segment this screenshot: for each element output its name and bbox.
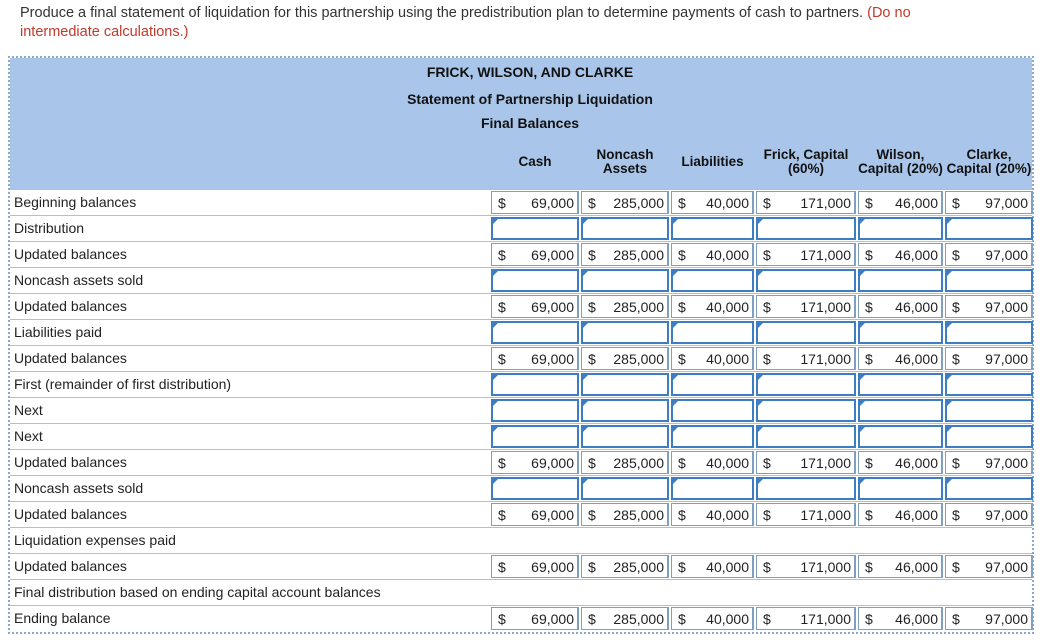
balance-value: 97,000 — [985, 247, 1028, 263]
row-label: Updated balances — [14, 350, 127, 366]
row-label: Liquidation expenses paid — [14, 532, 176, 548]
amount-input[interactable] — [671, 373, 754, 396]
balance-cell — [945, 607, 1033, 630]
balance-value: 171,000 — [800, 611, 851, 627]
amount-input[interactable] — [491, 477, 579, 500]
dollar-sign: $ — [865, 351, 873, 367]
balance-cell — [581, 555, 669, 578]
balance-cell — [581, 243, 669, 266]
dollar-sign: $ — [763, 455, 771, 471]
balance-cell — [858, 243, 943, 266]
dollar-sign: $ — [865, 247, 873, 263]
dollar-sign: $ — [678, 351, 686, 367]
balance-value: 97,000 — [985, 299, 1028, 315]
worksheet-row — [10, 423, 1032, 449]
balance-cell — [945, 347, 1033, 370]
balance-value: 40,000 — [706, 247, 749, 263]
row-label: Distribution — [14, 220, 85, 236]
balance-value: 171,000 — [800, 247, 851, 263]
worksheet-row — [10, 189, 1032, 215]
row-label: Updated balances — [14, 246, 127, 262]
row-label: First (remainder of first distribution) — [14, 376, 232, 392]
dollar-sign: $ — [498, 351, 506, 367]
row-label: Updated balances — [14, 506, 127, 522]
row-label: Noncash assets sold — [14, 272, 144, 288]
balance-cell — [581, 607, 669, 630]
dollar-sign: $ — [498, 455, 506, 471]
balance-cell — [858, 503, 943, 526]
amount-input[interactable] — [945, 321, 1033, 344]
row-label: Next — [14, 402, 43, 418]
balance-cell — [756, 295, 856, 318]
row-label: Noncash assets sold — [14, 480, 144, 496]
balance-cell — [671, 191, 754, 214]
dollar-sign: $ — [763, 247, 771, 263]
balance-cell — [671, 451, 754, 474]
amount-input[interactable] — [581, 399, 669, 422]
column-header-2: Liabilities — [681, 154, 744, 169]
dollar-sign: $ — [952, 299, 960, 315]
amount-input[interactable] — [671, 425, 754, 448]
dollar-sign: $ — [678, 507, 686, 523]
balance-cell — [671, 555, 754, 578]
dollar-sign: $ — [678, 299, 686, 315]
dollar-sign: $ — [952, 611, 960, 627]
balance-cell — [756, 607, 856, 630]
amount-input[interactable] — [671, 217, 754, 240]
balance-cell — [671, 243, 754, 266]
balance-value: 69,000 — [531, 455, 574, 471]
balance-value: 46,000 — [895, 195, 938, 211]
balance-cell — [491, 347, 579, 370]
balance-value: 69,000 — [531, 351, 574, 367]
balance-cell — [756, 503, 856, 526]
prompt-note-continued: intermediate calculations.) — [20, 24, 189, 40]
balance-cell — [491, 191, 579, 214]
balance-value: 69,000 — [531, 611, 574, 627]
amount-input[interactable] — [581, 373, 669, 396]
dollar-sign: $ — [498, 507, 506, 523]
amount-input[interactable] — [581, 425, 669, 448]
amount-input[interactable] — [491, 399, 579, 422]
balance-value: 40,000 — [706, 455, 749, 471]
amount-input[interactable] — [491, 269, 579, 292]
balance-value: 97,000 — [985, 195, 1028, 211]
balance-value: 46,000 — [895, 507, 938, 523]
statement-subtitle-header — [10, 112, 1032, 135]
amount-input[interactable] — [945, 373, 1033, 396]
balance-cell — [945, 451, 1033, 474]
statement-title: Statement of Partnership Liquidation — [407, 91, 653, 107]
statement-subtitle: Final Balances — [480, 115, 580, 131]
statement-title-header — [10, 87, 1032, 112]
amount-input[interactable] — [671, 269, 754, 292]
worksheet-row — [10, 215, 1032, 241]
balance-cell — [945, 555, 1033, 578]
row-label: Next — [14, 428, 43, 444]
dollar-sign: $ — [588, 455, 596, 471]
balance-cell — [581, 295, 669, 318]
dollar-sign: $ — [865, 299, 873, 315]
dollar-sign: $ — [763, 299, 771, 315]
balance-value: 46,000 — [895, 247, 938, 263]
amount-input[interactable] — [491, 217, 579, 240]
dollar-sign: $ — [763, 559, 771, 575]
balance-value: 171,000 — [800, 507, 851, 523]
balance-cell — [671, 503, 754, 526]
amount-input[interactable] — [581, 217, 669, 240]
column-header-4: Wilson, Capital (20%) — [858, 147, 943, 176]
balance-value: 97,000 — [985, 559, 1028, 575]
balance-cell — [945, 191, 1033, 214]
row-label: Beginning balances — [14, 194, 137, 210]
balance-value: 285,000 — [613, 455, 664, 471]
worksheet-row — [10, 319, 1032, 345]
balance-value: 285,000 — [613, 299, 664, 315]
dollar-sign: $ — [865, 507, 873, 523]
worksheet-row — [10, 241, 1032, 267]
dollar-sign: $ — [498, 195, 506, 211]
balance-cell — [858, 607, 943, 630]
balance-cell — [671, 295, 754, 318]
dollar-sign: $ — [678, 455, 686, 471]
balance-cell — [581, 191, 669, 214]
balance-value: 97,000 — [985, 611, 1028, 627]
balance-value: 69,000 — [531, 247, 574, 263]
worksheet-row — [10, 605, 1032, 631]
dollar-sign: $ — [678, 247, 686, 263]
amount-input[interactable] — [671, 477, 754, 500]
balance-cell — [945, 503, 1033, 526]
balance-value: 285,000 — [613, 195, 664, 211]
dollar-sign: $ — [498, 611, 506, 627]
balance-cell — [756, 347, 856, 370]
balance-value: 40,000 — [706, 559, 749, 575]
balance-value: 69,000 — [531, 195, 574, 211]
dollar-sign: $ — [678, 559, 686, 575]
worksheet-row — [10, 345, 1032, 371]
balance-cell — [858, 295, 943, 318]
balance-value: 97,000 — [985, 351, 1028, 367]
dollar-sign: $ — [952, 507, 960, 523]
balance-value: 171,000 — [800, 455, 851, 471]
column-header-0: Cash — [518, 154, 552, 169]
dollar-sign: $ — [588, 195, 596, 211]
amount-input[interactable] — [581, 269, 669, 292]
dollar-sign: $ — [588, 299, 596, 315]
row-label: Liabilities paid — [14, 324, 102, 340]
worksheet-row — [10, 527, 1032, 553]
amount-input[interactable] — [756, 373, 856, 396]
company-name: FRICK, WILSON, AND CLARKE — [426, 64, 634, 80]
balance-value: 69,000 — [531, 507, 574, 523]
worksheet-row — [10, 501, 1032, 527]
balance-value: 40,000 — [706, 299, 749, 315]
dollar-sign: $ — [952, 455, 960, 471]
amount-input[interactable] — [858, 269, 943, 292]
balance-value: 285,000 — [613, 247, 664, 263]
dollar-sign: $ — [763, 611, 771, 627]
amount-input[interactable] — [858, 321, 943, 344]
dollar-sign: $ — [952, 247, 960, 263]
dollar-sign: $ — [588, 351, 596, 367]
dollar-sign: $ — [865, 195, 873, 211]
amount-input[interactable] — [858, 217, 943, 240]
column-header-row — [10, 135, 1032, 189]
worksheet-row — [10, 267, 1032, 293]
liquidation-worksheet — [8, 56, 1034, 634]
dollar-sign: $ — [498, 559, 506, 575]
dollar-sign: $ — [763, 195, 771, 211]
amount-input[interactable] — [858, 425, 943, 448]
balance-value: 171,000 — [800, 299, 851, 315]
amount-input[interactable] — [945, 217, 1033, 240]
balance-value: 285,000 — [613, 559, 664, 575]
dollar-sign: $ — [865, 611, 873, 627]
company-header — [10, 58, 1032, 87]
amount-input[interactable] — [491, 373, 579, 396]
balance-cell — [671, 607, 754, 630]
amount-input[interactable] — [756, 217, 856, 240]
amount-input[interactable] — [945, 425, 1033, 448]
column-header-5: Clarke, Capital (20%) — [946, 147, 1032, 176]
balance-value: 40,000 — [706, 507, 749, 523]
balance-value: 46,000 — [895, 455, 938, 471]
amount-input[interactable] — [945, 399, 1033, 422]
worksheet-row — [10, 397, 1032, 423]
worksheet-row — [10, 449, 1032, 475]
amount-input[interactable] — [858, 477, 943, 500]
row-label: Final distribution based on ending capital account balances — [14, 584, 381, 600]
balance-value: 46,000 — [895, 559, 938, 575]
balance-cell — [581, 503, 669, 526]
dollar-sign: $ — [763, 507, 771, 523]
amount-input[interactable] — [491, 321, 579, 344]
balance-cell — [756, 191, 856, 214]
balance-cell — [491, 451, 579, 474]
dollar-sign: $ — [865, 559, 873, 575]
balance-value: 285,000 — [613, 611, 664, 627]
balance-value: 69,000 — [531, 299, 574, 315]
balance-cell — [491, 607, 579, 630]
amount-input[interactable] — [858, 399, 943, 422]
balance-cell — [581, 451, 669, 474]
dollar-sign: $ — [952, 195, 960, 211]
balance-value: 171,000 — [800, 559, 851, 575]
balance-cell — [858, 451, 943, 474]
amount-input[interactable] — [756, 321, 856, 344]
dollar-sign: $ — [498, 247, 506, 263]
amount-input[interactable] — [756, 399, 856, 422]
balance-value: 46,000 — [895, 611, 938, 627]
amount-input[interactable] — [581, 477, 669, 500]
balance-value: 40,000 — [706, 195, 749, 211]
balance-value: 40,000 — [706, 611, 749, 627]
amount-input[interactable] — [756, 477, 856, 500]
prompt-note: (Do no — [867, 5, 911, 21]
worksheet-row — [10, 371, 1032, 397]
balance-cell — [858, 555, 943, 578]
balance-cell — [491, 555, 579, 578]
balance-value: 46,000 — [895, 351, 938, 367]
row-label: Updated balances — [14, 454, 127, 470]
dollar-sign: $ — [588, 507, 596, 523]
amount-input[interactable] — [491, 425, 579, 448]
balance-value: 46,000 — [895, 299, 938, 315]
dollar-sign: $ — [763, 351, 771, 367]
balance-cell — [491, 295, 579, 318]
dollar-sign: $ — [952, 559, 960, 575]
balance-cell — [491, 243, 579, 266]
balance-cell — [945, 243, 1033, 266]
dollar-sign: $ — [678, 611, 686, 627]
row-label: Updated balances — [14, 298, 127, 314]
dollar-sign: $ — [952, 351, 960, 367]
balance-cell — [858, 191, 943, 214]
balance-value: 171,000 — [800, 195, 851, 211]
amount-input[interactable] — [858, 373, 943, 396]
dollar-sign: $ — [865, 455, 873, 471]
row-label: Ending balance — [14, 610, 111, 626]
balance-cell — [756, 243, 856, 266]
balance-cell — [581, 347, 669, 370]
row-label: Updated balances — [14, 558, 127, 574]
amount-input[interactable] — [945, 269, 1033, 292]
dollar-sign: $ — [588, 611, 596, 627]
balance-cell — [858, 347, 943, 370]
balance-cell — [756, 555, 856, 578]
amount-input[interactable] — [945, 477, 1033, 500]
balance-cell — [756, 451, 856, 474]
dollar-sign: $ — [588, 559, 596, 575]
amount-input[interactable] — [756, 425, 856, 448]
worksheet-row — [10, 579, 1032, 605]
amount-input[interactable] — [581, 321, 669, 344]
balance-cell — [671, 347, 754, 370]
prompt-text: Produce a final statement of liquidation for this partnership using the predistribution plan to determine payments of cash to partners. — [20, 5, 864, 21]
balance-value: 285,000 — [613, 351, 664, 367]
question-prompt — [20, 4, 1053, 42]
worksheet-row — [10, 293, 1032, 319]
balance-cell — [491, 503, 579, 526]
balance-cell — [945, 295, 1033, 318]
balance-value: 69,000 — [531, 559, 574, 575]
column-header-3: Frick, Capital (60%) — [763, 147, 849, 176]
balance-value: 40,000 — [706, 351, 749, 367]
amount-input[interactable] — [671, 321, 754, 344]
balance-value: 285,000 — [613, 507, 664, 523]
worksheet-row — [10, 553, 1032, 579]
column-header-1: Noncash Assets — [596, 147, 654, 176]
amount-input[interactable] — [671, 399, 754, 422]
amount-input[interactable] — [756, 269, 856, 292]
dollar-sign: $ — [498, 299, 506, 315]
dollar-sign: $ — [588, 247, 596, 263]
balance-value: 171,000 — [800, 351, 851, 367]
balance-value: 97,000 — [985, 507, 1028, 523]
dollar-sign: $ — [678, 195, 686, 211]
balance-value: 97,000 — [985, 455, 1028, 471]
worksheet-row — [10, 475, 1032, 501]
